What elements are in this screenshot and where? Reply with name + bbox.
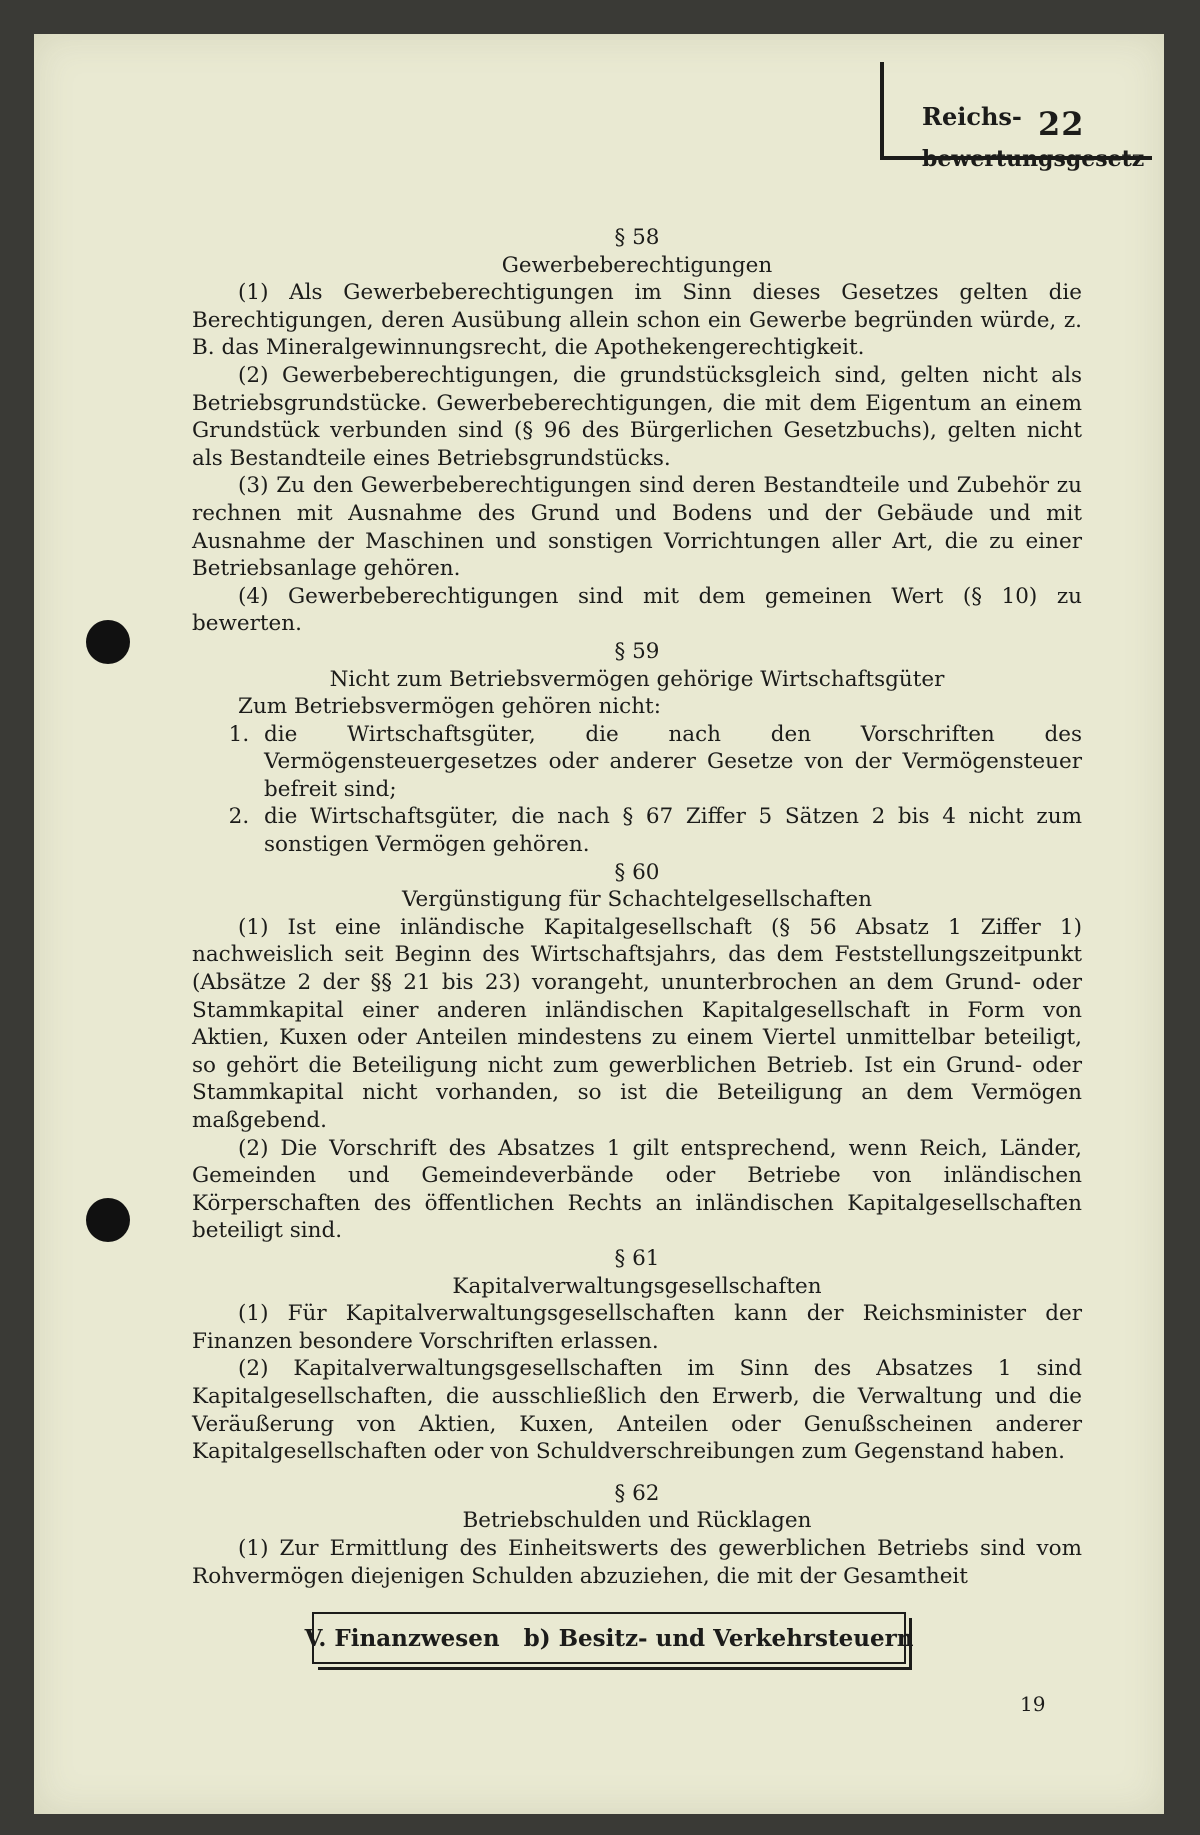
- register-number: 22: [1038, 105, 1085, 143]
- section-number: § 58: [614, 225, 660, 250]
- section-title: Gewerbeberechtigungen: [501, 252, 773, 278]
- category-label: V. Finanzwesen b) Besitz- und Verkehrsteuern: [304, 1624, 914, 1652]
- section-title: Kapitalverwaltungsgesellschaften: [452, 1273, 822, 1299]
- page-number: 19: [1020, 1692, 1046, 1716]
- paragraph: (1) Zur Ermittlung des Einheitswerts des gewerblichen Betriebs sind vom Rohvermögen diejenigen Schulden abzuziehen, die mit der Gesamtheit: [192, 1535, 1082, 1589]
- punch-hole: [86, 620, 130, 664]
- list-item: 2. die Wirtschaftsgüter, die nach § 67 Ziffer 5 Sätzen 2 bis 4 nicht zum sonstigen Vermögen gehören.: [256, 803, 1082, 858]
- paragraph: (3) Zu den Gewerbeberechtigungen sind deren Bestandteile und Zubehör zu rechnen mit Ausnahme des Grund und Bodens und der Gebäude und mit Ausnahme der Maschinen und sonstigen Vorrichtungen aller Art, die zu einer Betriebsanlage gehören.: [192, 473, 1082, 582]
- paragraph: (1) Als Gewerbeberechtigungen im Sinn dieses Gesetzes gelten die Berechtigungen, deren Ausübung allein schon ein Gewerbe begründen würde, z. B. das Mineralgewinnungsrecht, die Apothekengerechtigkeit.: [192, 280, 1082, 361]
- list-item: 1. die Wirtschaftsgüter, die nach den Vorschriften des Vermögensteuergesetzes oder anderer Gesetze von der Vermögensteuer befreit sind;: [256, 721, 1082, 804]
- section-number: § 61: [614, 1245, 660, 1271]
- document-page: [34, 34, 1164, 1814]
- section-number: § 59: [614, 638, 660, 664]
- punch-hole: [86, 1198, 130, 1242]
- paragraph: Zum Betriebsvermögen gehören nicht:: [238, 694, 661, 720]
- paragraph: (2) Kapitalverwaltungsgesellschaften im Sinn des Absatzes 1 sind Kapitalgesellschaften, die ausschließlich den Erwerb, die Verwaltung und die Veräußerung von Aktien, Kuxen, Anteilen oder Genußscheinen anderer Kapitalgesellschaften oder von Schuldverschreibungen zum Gegenstand haben.: [192, 1356, 1082, 1465]
- paragraph: (4) Gewerbeberechtigungen sind mit dem gemeinen Wert (§ 10) zu bewerten.: [192, 583, 1082, 637]
- document-body: [192, 224, 1082, 1590]
- register-title: Reichs-: [922, 102, 1022, 131]
- register-tab: [880, 62, 1152, 172]
- section-number: § 62: [614, 1480, 660, 1506]
- paragraph: (1) Ist eine inländische Kapitalgesellschaft (§ 56 Absatz 1 Ziffer 1) nachweislich seit Beginn des Wirtschaftsjahrs, das dem Feststellungszeitpunkt (Absätze 2 der §§ 21 bis 23) vorangeht, ununterbrochen an dem Grund- oder Stammkapital einer anderen inländischen Kapitalgesellschaft in Form von Aktien, Kuxen oder Anteilen mindestens zu einem Viertel unmittelbar beteiligt, so gehört die Beteiligung nicht zum gewerblichen Betrieb. Ist ein Grund- oder Stammkapital nicht vorhanden, so ist die Beteiligung an dem Vermögen maßgebend.: [192, 914, 1082, 1133]
- section-title: Betriebschulden und Rücklagen: [462, 1508, 812, 1534]
- register-subtitle: bewertungsgesetz: [922, 146, 1145, 172]
- paragraph: (2) Gewerbeberechtigungen, die grundstücksgleich sind, gelten nicht als Betriebsgrundstücke. Gewerbeberechtigungen, die mit dem Eigentum an einem Grundstück verbunden sind (§ 96 des Bürgerlichen Gesetzbuchs), gelten nicht als Bestandteile eines Betriebsgrundstücks.: [192, 362, 1082, 471]
- category-label-box: [304, 1612, 914, 1664]
- section-number: § 60: [614, 859, 660, 885]
- numbered-list: [192, 721, 1082, 859]
- paragraph: (2) Die Vorschrift des Absatzes 1 gilt entsprechend, wenn Reich, Länder, Gemeinden und Gemeindeverbände oder Betriebe von inländischen Körperschaften des öffentlichen Rechts an inländischen Kapitalgesellschaften beteiligt sind.: [192, 1135, 1082, 1244]
- section-title: Vergünstigung für Schachtelgesellschaften: [402, 887, 872, 913]
- paragraph: (1) Für Kapitalverwaltungsgesellschaften kann der Reichsminister der Finanzen besondere Vorschriften erlassen.: [192, 1301, 1082, 1354]
- section-title: Nicht zum Betriebsvermögen gehörige Wirtschaftsgüter: [329, 666, 945, 692]
